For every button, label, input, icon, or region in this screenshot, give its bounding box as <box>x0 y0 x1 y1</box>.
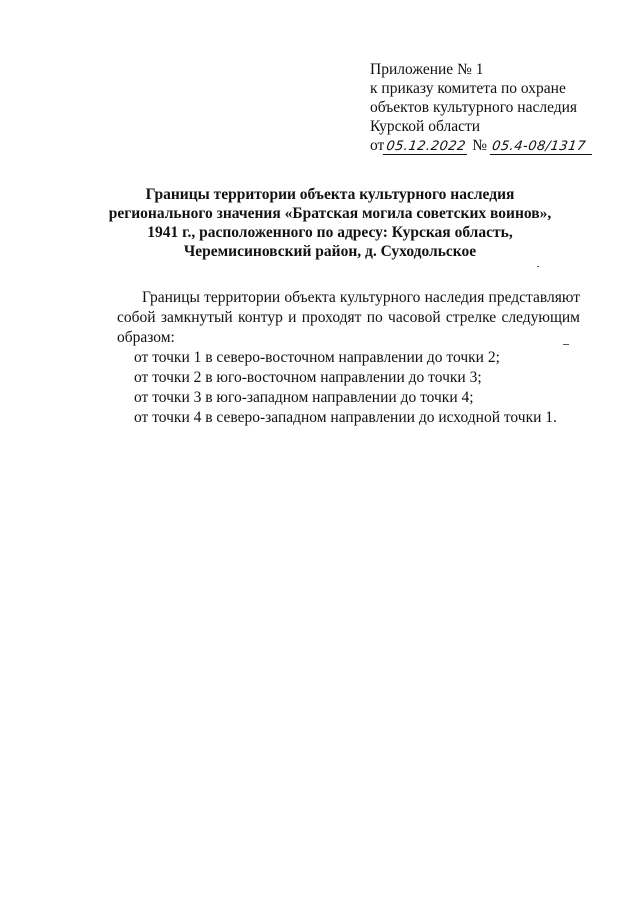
appendix-region-line: Курской области <box>370 118 481 135</box>
boundary-item-3: от точки 3 в юго-западном направлении до точки 4; <box>134 389 474 406</box>
date-prefix: от <box>370 137 385 154</box>
boundary-item-4: от точки 4 в северо-западном направлении до исходной точки 1. <box>134 409 557 426</box>
appendix-header <box>370 60 632 155</box>
title-line-4: Черемисиновский район, д. Суходольское <box>183 243 477 260</box>
appendix-committee-line: объектов культурного наследия <box>370 99 578 116</box>
handwritten-order-number: 05.4-08/1317 <box>490 139 594 155</box>
title-line-2: регионального значения «Братская могила советских воинов», <box>108 205 552 222</box>
number-prefix: № <box>472 137 487 154</box>
title-line-1: Границы территории объекта культурного наследия <box>145 186 515 203</box>
appendix-order-line: к приказу комитета по охране <box>370 80 566 97</box>
appendix-title: Приложение № 1 <box>370 61 484 78</box>
document-body <box>117 288 580 428</box>
intro-paragraph: Границы территории объекта культурного наследия представляют собой замкнутый контур и проходят по часовой стрелке следующим образом: <box>117 289 580 346</box>
boundary-item-1: от точки 1 в северо-восточном направлении до точки 2; <box>134 349 500 366</box>
scan-speck <box>563 344 569 345</box>
document-title <box>80 185 580 261</box>
title-line-3: 1941 г., расположенного по адресу: Курская область, <box>147 224 513 241</box>
boundary-item-2: от точки 2 в юго-восточном направлении до точки 3; <box>134 369 482 386</box>
appendix-date-row <box>370 136 632 155</box>
scan-speck <box>537 266 539 267</box>
handwritten-date: 05.12.2022 <box>383 139 469 155</box>
